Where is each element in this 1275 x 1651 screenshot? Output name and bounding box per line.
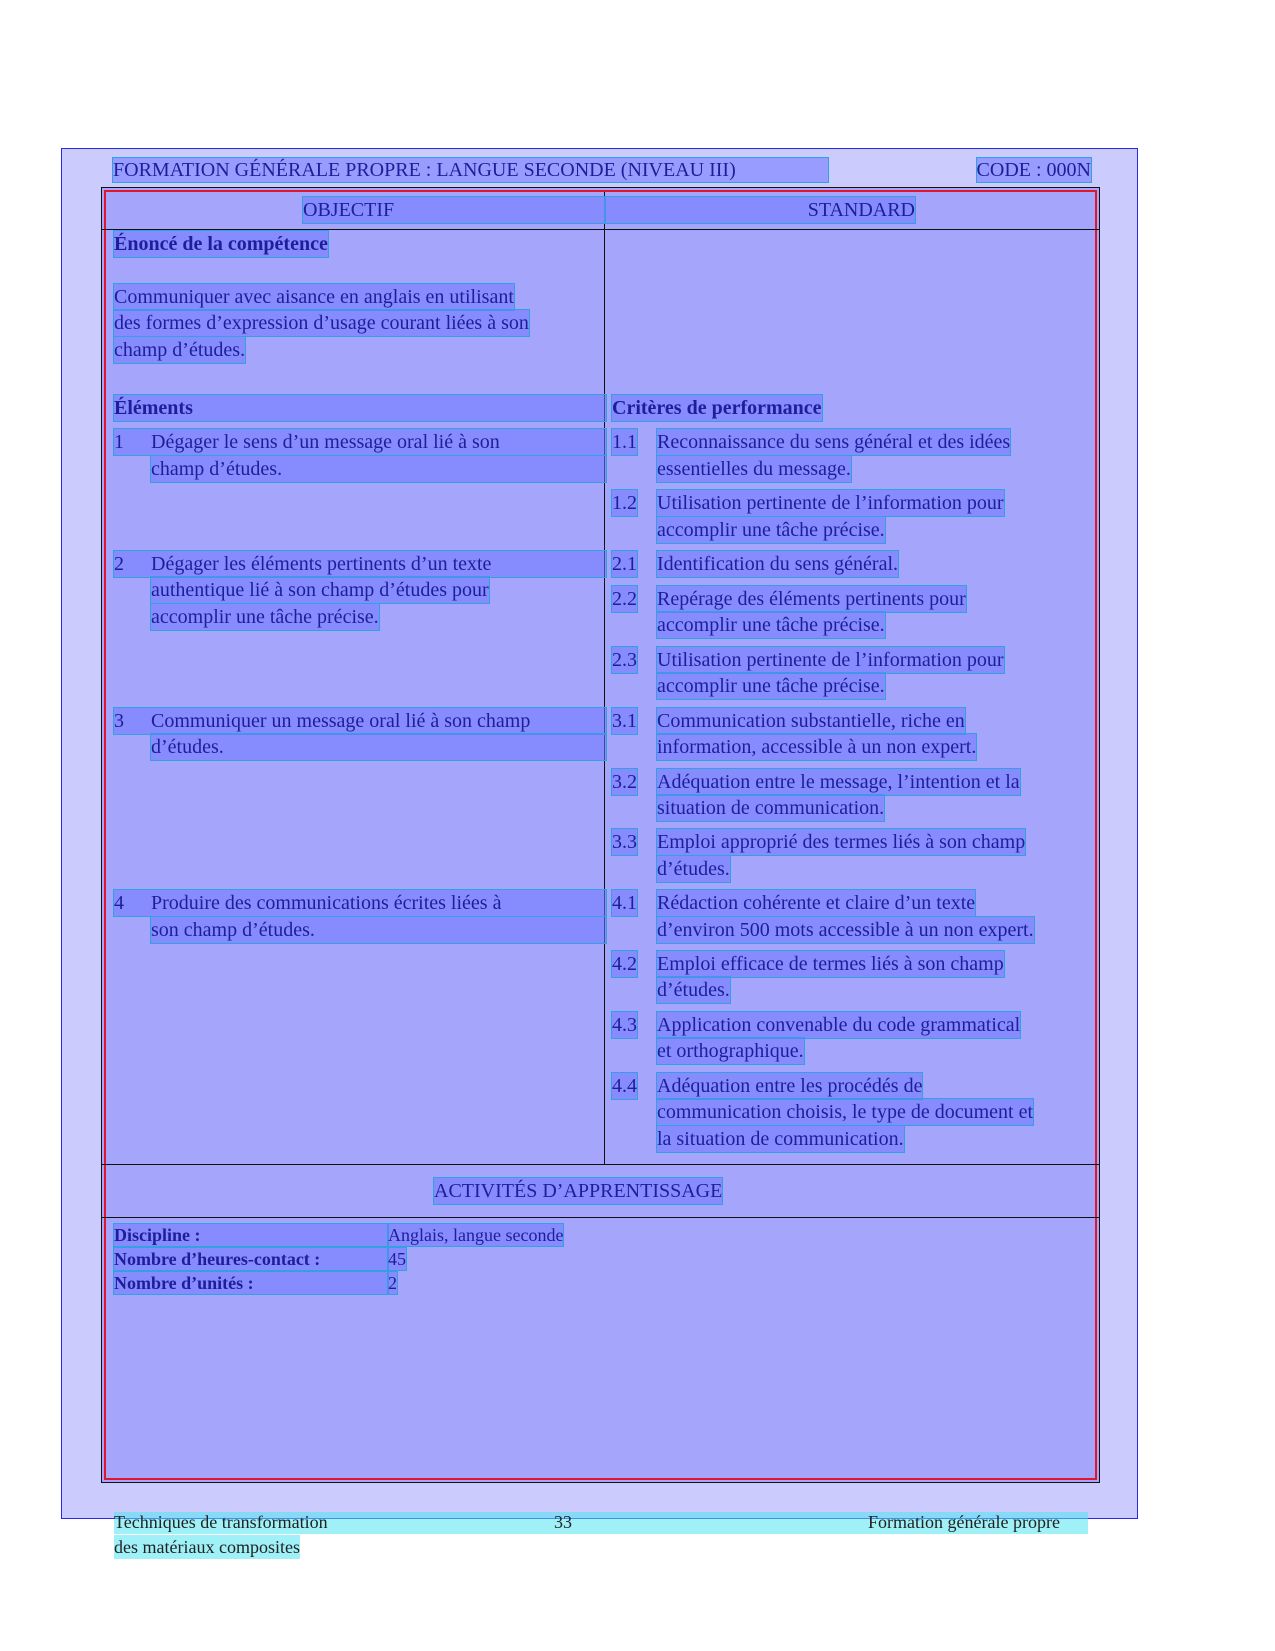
unites-label: Nombre d’unités : [114,1272,388,1294]
critere-line: communication choisis, le type de document et [657,1101,1034,1123]
element-line: Dégager les éléments pertinents d’un texte [151,553,492,575]
critere-line: d’études. [657,858,730,880]
competence-line: champ d’études. [114,339,246,361]
heures-contact-value: 45 [388,1249,406,1269]
page-header [113,158,1091,182]
critere-number: 3.1 [612,710,637,732]
column-heading-objectif: OBJECTIF [303,197,605,223]
element-number: 4 [114,890,606,916]
critere-line: Emploi efficace de termes liés à son champ [657,953,1004,975]
critere-number: 1.1 [612,431,637,453]
element-number: 1 [114,429,606,455]
competence-heading: Énoncé de la compétence [114,233,328,255]
critere-line: et orthographique. [657,1040,804,1062]
criteres-heading: Critères de performance [612,397,822,419]
critere-number: 3.3 [612,831,637,853]
critere-number: 3.2 [612,771,637,793]
critere-line: information, accessible à un non expert. [657,736,977,758]
discipline-value: Anglais, langue seconde [388,1225,564,1245]
critere-line: accomplir une tâche précise. [657,675,885,697]
critere-number: 4.1 [612,892,637,914]
element-line: Communiquer un message oral lié à son champ [151,710,531,732]
header-title: FORMATION GÉNÉRALE PROPRE : LANGUE SECONDE (NIVEAU III) [113,158,828,182]
element-number: 2 [114,551,606,577]
element-line: champ d’études. [151,456,606,482]
critere-line: la situation de communication. [657,1128,904,1150]
critere-number: 2.1 [612,553,637,575]
critere-line: Identification du sens général. [657,553,899,575]
critere-line: d’études. [657,979,730,1001]
critere-line: accomplir une tâche précise. [657,614,885,636]
element-line: d’études. [151,734,606,760]
critere-line: Utilisation pertinente de l’information pour [657,492,1004,514]
unites-value: 2 [388,1273,397,1293]
critere-line: Rédaction cohérente et claire d’un texte [657,892,976,914]
element-line: authentique lié à son champ d’études pour [151,579,489,601]
competence-line: des formes d’expression d’usage courant liées à son [114,312,529,334]
critere-line: accomplir une tâche précise. [657,519,885,541]
footer-left-line: des matériaux composites [114,1537,300,1557]
header-row-divider [101,229,1100,230]
critere-number: 1.2 [612,492,637,514]
footer-right: Formation générale propre [868,1512,1060,1532]
critere-line: Reconnaissance du sens général et des idées [657,431,1011,453]
critere-line: Communication substantielle, riche en [657,710,965,732]
header-code: CODE : 000N [976,159,1091,181]
column-divider [604,192,605,1164]
activites-top-divider [101,1164,1100,1165]
element-line: son champ d’études. [151,917,606,943]
footer-left-line: Techniques de transformation [114,1512,328,1532]
critere-line: situation de communication. [657,797,885,819]
column-heading-standard: STANDARD [605,197,915,223]
heures-contact-label: Nombre d’heures-contact : [114,1248,388,1270]
element-line: accomplir une tâche précise. [151,606,379,628]
critere-number: 4.4 [612,1075,637,1097]
critere-number: 4.2 [612,953,637,975]
discipline-label: Discipline : [114,1224,388,1246]
critere-line: essentielles du message. [657,458,851,480]
activites-heading: ACTIVITÉS D’APPRENTISSAGE [434,1180,723,1202]
critere-line: Adéquation entre les procédés de [657,1075,923,1097]
element-number: 3 [114,708,606,734]
element-line: Produire des communications écrites liées à [151,892,502,914]
competence-line: Communiquer avec aisance en anglais en utilisant [114,286,514,308]
critere-number: 4.3 [612,1014,637,1036]
critere-line: Application convenable du code grammatical [657,1014,1021,1036]
critere-number: 2.2 [612,588,637,610]
critere-line: d’environ 500 mots accessible à un non expert. [657,919,1034,941]
critere-line: Emploi approprié des termes liés à son champ [657,831,1026,853]
element-line: Dégager le sens d’un message oral lié à son [151,431,500,453]
activites-header-divider [101,1217,1100,1218]
critere-line: Repérage des éléments pertinents pour [657,588,966,610]
critere-line: Utilisation pertinente de l’information pour [657,649,1004,671]
elements-heading: Éléments [114,395,606,421]
footer-page-number: 33 [554,1512,572,1532]
critere-line: Adéquation entre le message, l’intention et la [657,771,1020,793]
critere-number: 2.3 [612,649,637,671]
